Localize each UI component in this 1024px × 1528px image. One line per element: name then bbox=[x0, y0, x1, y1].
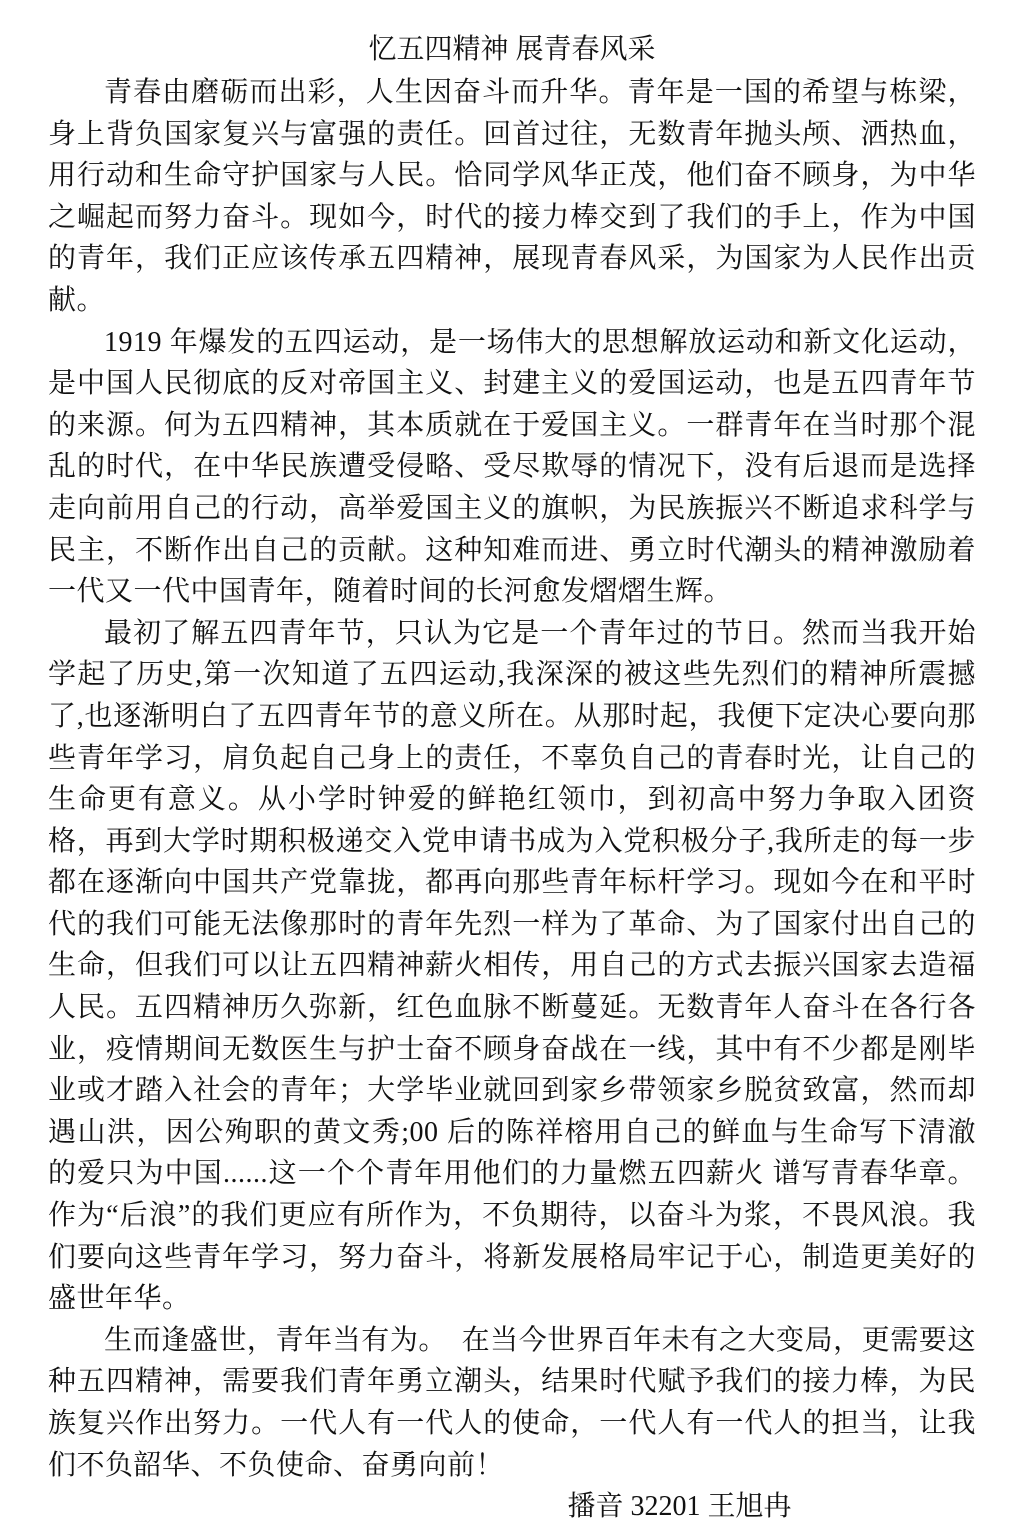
signature-line: 播音 32201 王旭冉 bbox=[567, 1491, 792, 1523]
document-title: 忆五四精神 展青春风采 bbox=[368, 34, 656, 65]
paragraph-4: 生而逢盛世，青年当有为。 在当今世界百年未有之大变局，更需要这种五四精神，需要我们青年勇立潮头，结果时代赋予我们的接力棒，为民族复兴作出努力。一代人有一代人的使命，一代人有一代人的担当，让我们不负韶华、不负使命、奋勇向前！ bbox=[48, 1324, 976, 1481]
document-body bbox=[48, 72, 976, 1486]
paragraph-2: 1919 年爆发的五四运动，是一场伟大的思想解放运动和新文化运动，是中国人民彻底的反对帝国主义、封建主义的爱国运动，也是五四青年节的来源。何为五四精神，其本质就在于爱国主义。一群青年在当时那个混乱的时代，在中华民族遭受侵略、受尽欺辱的情况下，没有后退而是选择走向前用自己的行动，高举爱国主义的旗帜，为民族振兴不断追求科学与民主，不断作出自己的贡献。这种知难而进、勇立时代潮头的精神激励着一代又一代中国青年，随着时间的长河愈发熠熠生辉。 bbox=[48, 326, 976, 608]
paragraph-3: 最初了解五四青年节，只认为它是一个青年过的节日。然而当我开始学起了历史,第一次知道了五四运动,我深深的被这些先烈们的精神所震撼了,也逐渐明白了五四青年节的意义所在。从那时起，我便下定决心要向那些青年学习，肩负起自己身上的责任，不辜负自己的青春时光，让自己的生命更有意义。从小学时钟爱的鲜艳红领巾，到初高中努力争取入团资格，再到大学时期积极递交入党申请书成为入党积极分子,我所走的每一步都在逐渐向中国共产党靠拢，都再向那些青年标杆学习。现如今在和平时代的我们可能无法像那时的青年先烈一样为了革命、为了国家付出自己的生命，但我们可以让五四精神薪火相传，用自己的方式去振兴国家去造福人民。五四精神历久弥新，红色血脉不断蔓延。无数青年人奋斗在各行各业，疫情期间无数医生与护士奋不顾身奋战在一线，其中有不少都是刚毕业或才踏入社会的青年；大学毕业就回到家乡带领家乡脱贫致富，然而却遇山洪，因公殉职的黄文秀;00 后的陈祥榕用自己的鲜血与生命写下清澈的爱只为中国......这一个个青年用他们的力量燃五四薪火 谱写青春华章。作为“后浪”的我们更应有所作为，不负期待，以奋斗为浆，不畏风浪。我们要向这些青年学习，努力奋斗，将新发展格局牢记于心，制造更美好的盛世年华。 bbox=[48, 617, 976, 1315]
paragraph-1: 青春由磨砺而出彩，人生因奋斗而升华。青年是一国的希望与栋梁，身上背负国家复兴与富强的责任。回首过往，无数青年抛头颅、洒热血，用行动和生命守护国家与人民。恰同学风华正茂，他们奋不顾身，为中华之崛起而努力奋斗。现如今，时代的接力棒交到了我们的手上，作为中国的青年，我们正应该传承五四精神，展现青春风采，为国家为人民作出贡献。 bbox=[48, 77, 976, 316]
